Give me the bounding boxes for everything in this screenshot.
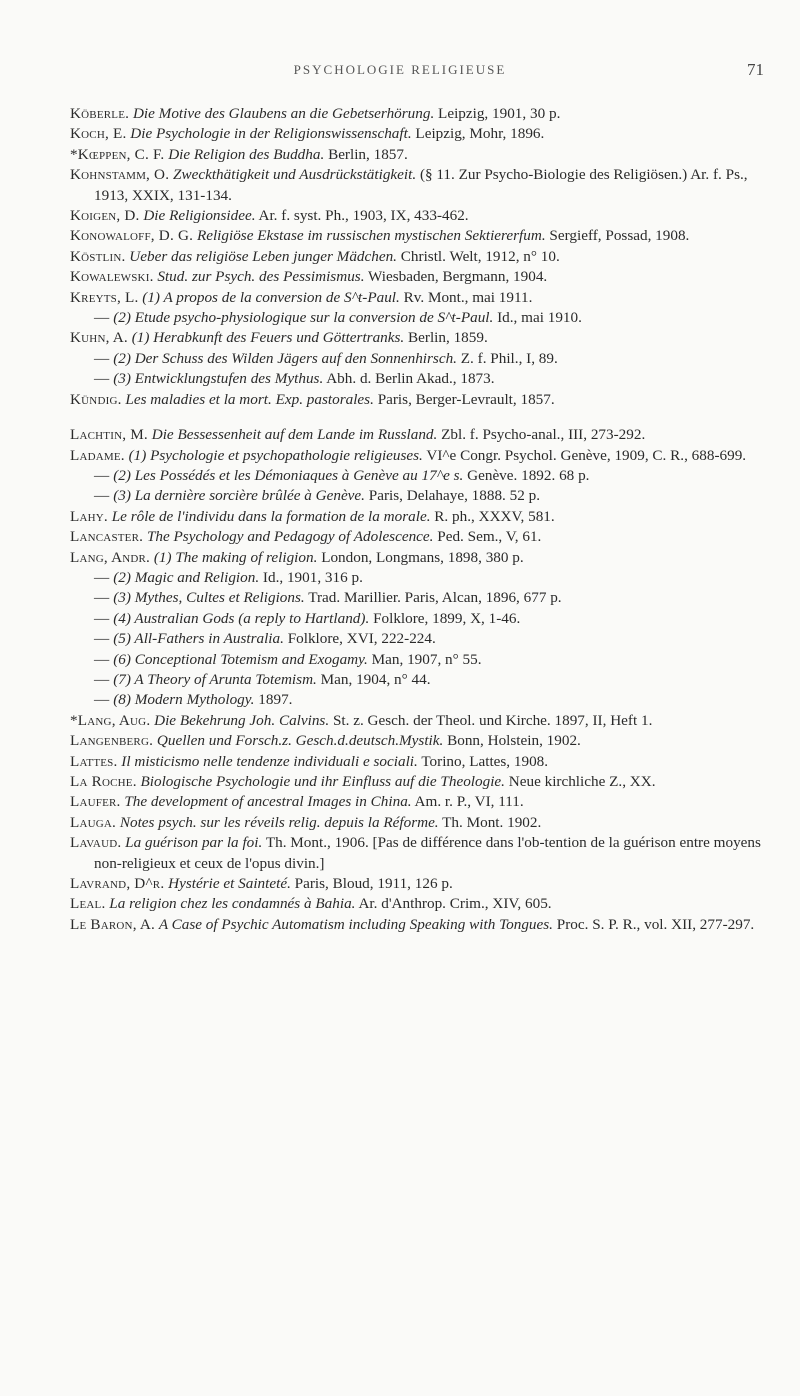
entry-author: — (94, 609, 110, 627)
entry-title: A Case of Psychic Automatism including Speaking with Tongues. (158, 915, 553, 933)
entry-details: Torino, Lattes, 1908. (417, 752, 549, 770)
entry-title: Die Religionsidee. (143, 207, 256, 225)
bibliography-entry (70, 507, 764, 527)
entry-author: — (94, 691, 110, 709)
entry-author: Langenberg. (70, 732, 154, 750)
bibliography-entry (70, 247, 764, 267)
entry-title: Il misticismo nelle tendenze individuali e sociali. (121, 752, 418, 770)
entry-details: Ped. Sem., V, 61. (433, 528, 542, 546)
entry-details: Christl. Welt, 1912, n° 10. (396, 247, 560, 265)
bibliography-entry (70, 548, 764, 568)
entry-author: Kuhn, A. (70, 329, 128, 347)
bibliography-entry (70, 629, 764, 649)
entry-author: Kreyts, L. (70, 288, 139, 306)
entry-author: Leal. (70, 895, 106, 913)
bibliography-entry (70, 104, 764, 124)
entry-title: The development of ancestral Images in China. (124, 793, 412, 811)
entry-author: — (94, 487, 110, 505)
entry-title: (2) Magic and Religion. (113, 568, 260, 586)
entry-title: Le rôle de l'individu dans la formation de la morale. (111, 507, 431, 525)
entry-details: Folklore, 1899, X, 1-46. (369, 609, 521, 627)
running-title: PSYCHOLOGIE RELIGIEUSE (293, 62, 507, 77)
entry-details: Ar. d'Anthrop. Crim., XIV, 605. (355, 895, 552, 913)
bibliography-entry (70, 206, 764, 226)
entry-details: Paris, Delahaye, 1888. 52 p. (364, 487, 541, 505)
entry-title: Quellen und Forsch.z. Gesch.d.deutsch.Mystik. (156, 732, 444, 750)
entry-author: Lauga. (70, 813, 117, 831)
bibliography-entry (70, 792, 764, 812)
entry-title: Stud. zur Psych. des Pessimismus. (157, 268, 365, 286)
entry-author: Koigen, D. (70, 207, 140, 225)
bibliography-entry (70, 165, 764, 206)
entry-author: — (94, 589, 110, 607)
entry-title: (6) Conceptional Totemism and Exogamy. (113, 650, 368, 668)
entry-title: Notes psych. sur les réveils relig. depuis la Réforme. (119, 813, 439, 831)
entry-title: (5) All-Fathers in Australia. (113, 630, 284, 648)
bibliography-entry (70, 527, 764, 547)
entry-author: La Roche. (70, 773, 137, 790)
entry-author: — (94, 670, 110, 688)
entry-details: Folklore, XVI, 222-224. (283, 630, 436, 648)
entry-title: Die Bekehrung Joh. Calvins. (154, 711, 330, 729)
entry-author: — (94, 650, 110, 668)
entry-title: Die Psychologie in der Religionswissenschaft. (130, 125, 412, 143)
entry-details: R. ph., XXXV, 581. (430, 507, 555, 525)
entry-title: Religiöse Ekstase im russischen mystischen Sektiererfum. (196, 227, 546, 245)
entry-title: Hystérie et Sainteté. (168, 875, 291, 893)
entry-title: (2) Der Schuss des Wilden Jägers auf den Sonnenhirsch. (113, 349, 457, 367)
entry-details: VI^e Congr. Psychol. Genève, 1909, C. R., 688-699. (422, 446, 747, 464)
entry-title: (3) Mythes, Cultes et Religions. (113, 589, 305, 607)
bibliography-entry (70, 466, 764, 486)
entry-details: St. z. Gesch. der Theol. und Kirche. 1897, II, Heft 1. (329, 711, 653, 729)
entry-details: Zbl. f. Psycho-anal., III, 273-292. (437, 426, 646, 444)
entry-title: (3) Entwicklungstufen des Mythus. (113, 370, 324, 388)
entry-author: Köberle. (70, 105, 130, 122)
bibliography-entry (70, 894, 764, 914)
bibliography-entry (70, 446, 764, 466)
entry-title: (3) La dernière sorcière brûlée à Genève. (113, 487, 365, 505)
entry-author: Koch, E. (70, 125, 127, 143)
entry-author: Lavrand, D^r. (70, 875, 165, 893)
entry-title: (1) Psychologie et psychopathologie religieuses. (128, 446, 423, 464)
bibliography-entry (70, 813, 764, 833)
entry-author: Kohnstamm, O. (70, 166, 170, 184)
entry-author: — (94, 630, 110, 648)
entry-details: Berlin, 1859. (404, 329, 488, 347)
entry-author: *Kœppen, C. F. (70, 145, 165, 163)
bibliography-entry (70, 711, 764, 731)
entry-title: (1) The making of religion. (153, 548, 318, 566)
bibliography-entry (70, 772, 764, 792)
bibliography-entry (70, 915, 764, 935)
entry-details: Am. r. P., VI, 111. (411, 793, 524, 811)
entry-title: (1) A propos de la conversion de S^t-Paul. (142, 288, 400, 306)
entry-title: (4) Australian Gods (a reply to Hartland). (113, 609, 370, 627)
bibliography-entry (70, 267, 764, 287)
bibliography-entry (70, 308, 764, 328)
entry-author: Ladame. (70, 446, 125, 464)
entry-author: *Lang, Aug. (70, 711, 151, 729)
entry-details: Sergieff, Possad, 1908. (545, 227, 690, 245)
bibliography-entry (70, 390, 764, 410)
entry-author: Laufer. (70, 793, 121, 811)
entry-details: London, Longmans, 1898, 380 p. (317, 548, 524, 566)
entry-author: Lancaster. (70, 528, 144, 546)
bibliography-entry (70, 124, 764, 144)
entry-title: Biologische Psychologie und ihr Einfluss auf die Theologie. (140, 773, 505, 790)
bibliography-entry (70, 588, 764, 608)
entry-details: Rv. Mont., mai 1911. (399, 288, 533, 306)
entry-details: Bonn, Holstein, 1902. (443, 732, 581, 750)
entry-title: (2) Les Possédés et les Démoniaques à Genève au 17^e s. (113, 466, 464, 484)
entry-author: Köstlin. (70, 247, 126, 265)
entry-details: (§ 11. Zur Psycho-Biologie des Religiösen.) Ar. f. Ps., 1913, XXIX, 131-134. (94, 166, 748, 204)
bibliography-entry (70, 650, 764, 670)
entry-author: Kündig. (70, 390, 122, 408)
bibliography-entry (70, 670, 764, 690)
entry-author: Le Baron, A. (70, 915, 156, 933)
entry-author: Lahy. (70, 507, 108, 525)
entry-author: — (94, 309, 110, 327)
entry-author: Lattes. (70, 752, 118, 770)
entry-title: (1) Herabkunft des Feuers und Göttertranks. (131, 329, 405, 347)
bibliography-list (70, 104, 764, 935)
entry-title: La religion chez les condamnés à Bahia. (109, 895, 356, 913)
entry-details: Man, 1907, n° 55. (367, 650, 482, 668)
entry-details: Wiesbaden, Bergmann, 1904. (364, 268, 548, 286)
bibliography-entry (70, 486, 764, 506)
entry-title: (2) Etude psycho-physiologique sur la conversion de S^t-Paul. (113, 309, 494, 327)
entry-details: Id., 1901, 316 p. (259, 568, 363, 586)
page-number: 71 (747, 60, 764, 79)
bibliography-entry (70, 752, 764, 772)
entry-author: — (94, 349, 110, 367)
entry-author: Lavaud. (70, 834, 122, 852)
entry-title: Ueber das religiöse Leben junger Mädchen. (129, 247, 397, 265)
entry-details: Trad. Marillier. Paris, Alcan, 1896, 677 p. (304, 589, 562, 607)
entry-details: Leipzig, 1901, 30 p. (434, 105, 561, 122)
entry-details: Paris, Berger-Levrault, 1857. (373, 390, 555, 408)
entry-details: Id., mai 1910. (493, 309, 582, 327)
entry-details: Z. f. Phil., I, 89. (456, 349, 558, 367)
entry-details: Proc. S. P. R., vol. XII, 277-297. (552, 915, 755, 933)
entry-author: — (94, 466, 110, 484)
entry-details: Man, 1904, n° 44. (316, 670, 431, 688)
entry-details: Genève. 1892. 68 p. (463, 466, 590, 484)
entry-author: Kowalewski. (70, 268, 154, 286)
entry-author: — (94, 370, 110, 388)
entry-details: Th. Mont. 1902. (438, 813, 542, 831)
entry-details: Berlin, 1857. (324, 145, 408, 163)
entry-details: Abh. d. Berlin Akad., 1873. (323, 370, 495, 388)
entry-title: La guérison par la foi. (125, 834, 263, 852)
entry-title: (8) Modern Mythology. (113, 691, 255, 709)
bibliography-entry (70, 568, 764, 588)
entry-author: — (94, 568, 110, 586)
entry-details: Neue kirchliche Z., XX. (504, 773, 656, 790)
bibliography-entry (70, 425, 764, 445)
entry-title: The Psychology and Pedagogy of Adolescence. (146, 528, 434, 546)
entry-details: Paris, Bloud, 1911, 126 p. (290, 875, 453, 893)
entry-author: Lang, Andr. (70, 548, 151, 566)
bibliography-entry (70, 609, 764, 629)
bibliography-entry (70, 226, 764, 246)
bibliography-entry (70, 874, 764, 894)
entry-author: Konowaloff, D. G. (70, 227, 194, 245)
bibliography-entry (70, 328, 764, 348)
entry-details: Ar. f. syst. Ph., 1903, IX, 433-462. (255, 207, 469, 225)
bibliography-entry (70, 833, 764, 874)
entry-title: Die Bessessenheit auf dem Lande im Russland. (151, 426, 438, 444)
entry-title: Die Religion des Buddha. (168, 145, 325, 163)
section-gap (70, 410, 764, 425)
entry-title: Zweckthätigkeit und Ausdrückstätigkeit. (173, 166, 417, 184)
bibliography-entry (70, 288, 764, 308)
entry-title: Die Motive des Glaubens an die Gebetserhörung. (132, 105, 435, 122)
entry-details: 1897. (254, 691, 293, 709)
entry-author: Lachtin, M. (70, 426, 148, 444)
bibliography-entry (70, 349, 764, 369)
entry-title: Les maladies et la mort. Exp. pastorales. (125, 390, 374, 408)
bibliography-entry (70, 690, 764, 710)
bibliography-entry (70, 369, 764, 389)
entry-details: Th. Mont., 1906. [Pas de différence dans l'ob-tention de la guérison entre moyens non-religieux et ceux de l'opus divin.] (94, 834, 761, 872)
entry-details: Leipzig, Mohr, 1896. (411, 125, 545, 143)
entry-title: (7) A Theory of Arunta Totemism. (113, 670, 317, 688)
bibliography-entry (70, 145, 764, 165)
bibliography-entry (70, 731, 764, 751)
